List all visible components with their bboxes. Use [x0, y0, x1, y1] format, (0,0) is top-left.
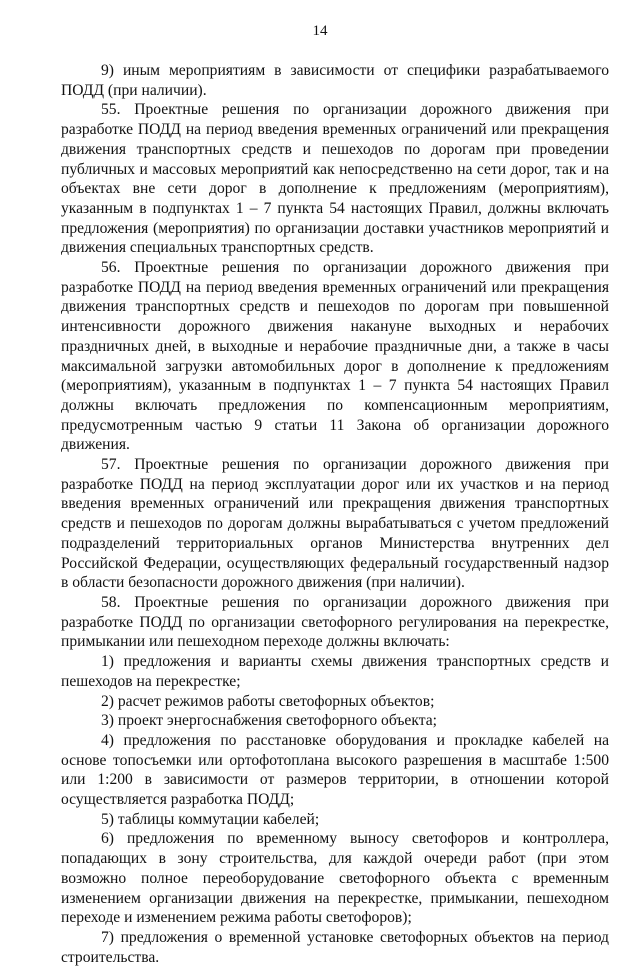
- paragraph-58: 58. Проектные решения по организации дорожного движения при разработке ПОДД по организации светофорного регулирования на перекрестке, примыкании или пешеходном переходе должны включать:: [61, 593, 609, 651]
- list-item-5: 5) таблицы коммутации кабелей;: [101, 810, 320, 828]
- list-item-6: 6) предложения по временному выносу светофоров и контроллера, попадающих в зону строительства, для каждой очереди работ (при этом возможно полное переоборудование светофорного объекта с временным изменением организации движения на перекрестке, примыкании, пешеходном переходе и изменением режима работы светофоров);: [61, 830, 609, 927]
- list-item-2: 2) расчет режимов работы светофорных объектов;: [101, 692, 435, 710]
- document-body: [61, 61, 609, 967]
- paragraph-56: 56. Проектные решения по организации дорожного движения при разработке ПОДД на период введения временных ограничений или прекращения движения транспортных средств и пешеходов по дорогам при повышенной интенсивности дорожного движения накануне выходных и нерабочих праздничных дней, в выходные и нерабочие праздничные дни, а также в часы максимальной загрузки автомобильных дорог в дополнение к предложениям (мероприятиям), указанным в подпунктах 1 – 7 пункта 54 настоящих Правил должны включать предложения по компенсационным мероприятиям, предусмотренным частью 9 статьи 11 Закона об организации дорожного движения.: [61, 259, 609, 454]
- list-item-7: 7) предложения о временной установке светофорных объектов на период строительства.: [61, 928, 609, 966]
- list-item-4: 4) предложения по расстановке оборудования и прокладке кабелей на основе топосъемки или ортофотоплана высокого разрешения в масштабе 1:500 или 1:200 в зависимости от размеров территории, в отношении которой осуществляется разработка ПОДД;: [61, 731, 609, 809]
- paragraph-55: 55. Проектные решения по организации дорожного движения при разработке ПОДД на период введения временных ограничений или прекращения движения транспортных средств и пешеходов по дорогам при проведении публичных и массовых мероприятий как непосредственно на сети дорог, так и на объектах вне сети дорог в дополнение к предложениям (мероприятиям), указанным в подпунктах 1 – 7 пункта 54 настоящих Правил, должны включать предложения (мероприятия) по организации доставки участников мероприятий и движения специальных транспортных средств.: [61, 101, 609, 257]
- list-item-3: 3) проект энергоснабжения светофорного объекта;: [101, 712, 437, 730]
- list-item-1: 1) предложения и варианты схемы движения транспортных средств и пешеходов на перекрестке;: [61, 653, 609, 690]
- paragraph-item-9: 9) иным мероприятиям в зависимости от специфики разрабатываемого ПОДД (при наличии).: [61, 62, 609, 99]
- page-number: 14: [312, 23, 328, 39]
- paragraph-57: 57. Проектные решения по организации дорожного движения при разработке ПОДД на период эксплуатации дорог или их участков и на период введения временных ограничений или прекращения движения транспортных средств и пешеходов по дорогам должны вырабатываться с учетом предложений подразделений территориальных органов Министерства внутренних дел Российской Федерации, осуществляющих федеральный государственный надзор в области безопасности дорожного движения (при наличии).: [61, 456, 609, 592]
